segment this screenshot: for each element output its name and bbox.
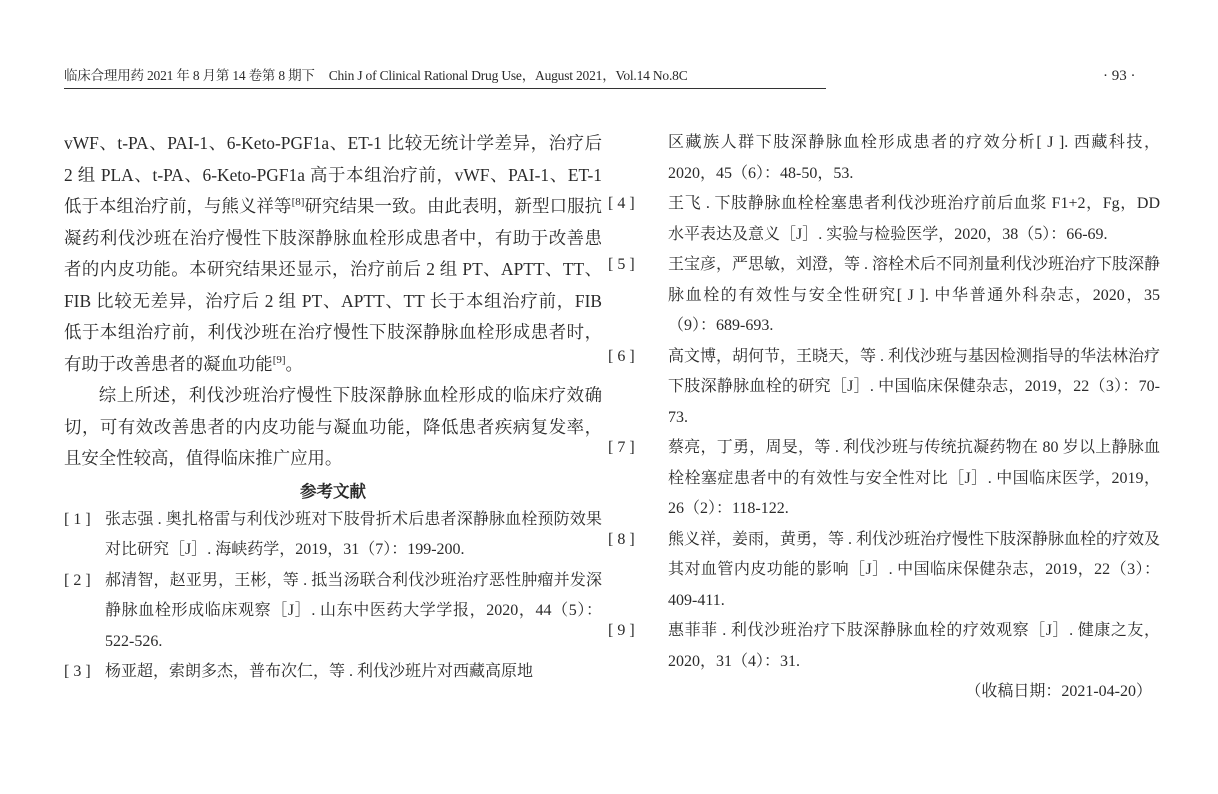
reference-number: [ 4 ]: [608, 195, 635, 212]
journal-title-cn: 临床合理用药 2021 年 8 月第 14 卷第 8 期下: [64, 68, 315, 83]
reference-item-continued: 区藏族人群下肢深静脉血栓形成患者的疗效分析[ J ]. 西藏科技，2020，45（6）：48-50，53.: [668, 134, 1160, 182]
reference-number: [ 1 ]: [64, 510, 91, 528]
reference-number: [ 5 ]: [608, 256, 635, 273]
references-heading: 参考文献: [300, 481, 366, 501]
reference-number: [ 8 ]: [608, 530, 635, 548]
reference-item: [ 4 ] 王飞 . 下肢静脉血栓栓塞患者利伐沙班治疗前后血浆 F1+2，Fg，DD 水平表达及意义［J］. 实验与检验医学，2020，38（5）：66-69.: [640, 189, 1160, 250]
reference-number: [ 9 ]: [608, 622, 635, 639]
reference-item: [ 8 ] 熊义祥，姜雨，黄勇，等 . 利伐沙班治疗慢性下肢深静脉血栓的疗效及其对血管内皮功能的影响［J］. 中国临床保健杂志，2019，22（3）：409-411.: [640, 525, 1160, 617]
reference-number: [ 6 ]: [608, 347, 635, 365]
citation-8[interactable]: [8]: [291, 196, 305, 208]
page-number: · 93 ·: [1103, 68, 1136, 84]
reference-item: [ 6 ] 高文博，胡何节，王晓天，等 . 利伐沙班与基因检测指导的华法林治疗下肢深静脉血栓的研究［J］. 中国临床保健杂志，2019，22（3）：70-73.: [640, 342, 1160, 434]
citation-9[interactable]: [9]: [272, 353, 286, 366]
right-column: [608, 128, 1161, 707]
reference-item: [ 3 ] 杨亚超，索朗多杰，普布次仁，等 . 利伐沙班片对西藏高原地: [64, 657, 602, 688]
reference-item: [ 2 ] 郝清智，赵亚男，王彬，等 . 抵当汤联合利伐沙班治疗恶性肿瘤并发深静脉血栓形成临床观察［J］. 山东中医药大学学报，2020，44（5）：522-526.: [64, 566, 602, 658]
running-header: [64, 64, 826, 89]
body-paragraph-2: 综上所述，利伐沙班治疗慢性下肢深静脉血栓形成的临床疗效确切，可有效改善患者的内皮功能与凝血功能，降低患者疾病复发率，且安全性较高，值得临床推广应用。: [64, 385, 602, 468]
reference-item: [ 9 ] 惠菲菲 . 利伐沙班治疗下肢深静脉血栓的疗效观察［J］. 健康之友，2020，31（4）：31.: [640, 616, 1160, 677]
reference-number: [ 7 ]: [608, 439, 635, 456]
received-date: （收稿日期：2021-04-20）: [965, 683, 1152, 700]
reference-item: [ 5 ] 王宝彦，严思敏，刘澄，等 . 溶栓术后不同剂量利伐沙班治疗下肢深静脉血栓的有效性与安全性研究[ J ]. 中华普通外科杂志，2020，35（9）：689-693.: [640, 250, 1160, 342]
reference-item: [ 7 ] 蔡亮，丁勇，周旻，等 . 利伐沙班与传统抗凝药物在 80 岁以上静脉血栓栓塞症患者中的有效性与安全性对比［J］. 中国临床医学，2019，26（2）：118-122.: [640, 433, 1160, 525]
reference-number: [ 2 ]: [64, 571, 91, 589]
body-paragraph-1: vWF、t-PA、PAI-1、6-Keto-PGF1a、ET-1 比较无统计学差异，治疗后 2 组 PLA、t-PA、6-Keto-PGF1a 高于本组治疗前，vWF、PAI-1、ET-1 低于本组治疗前，与熊义祥等[8]研究结果一致。由此表明，新型口服抗凝药利伐沙班在治疗慢性下肢深静脉血栓形成患者中，有助于改善患者的内皮功能。本研究结果还显示，治疗前后 2 组 PT、APTT、TT、FIB 比较无差异，治疗后 2 组 PT、APTT、TT 长于本组治疗前，FIB 低于本组治疗前，利伐沙班在治疗慢性下肢深静脉血栓形成患者时，有助于改善患者的凝血功能[9]。: [64, 133, 602, 374]
left-column: [64, 128, 602, 688]
reference-number: [ 3 ]: [64, 663, 91, 680]
reference-item: [ 1 ] 张志强 . 奥扎格雷与利伐沙班对下肢骨折术后患者深静脉血栓预防效果对比研究［J］. 海峡药学，2019，31（7）：199-200.: [64, 505, 602, 566]
journal-title-en: Chin J of Clinical Rational Drug Use，August 2021，Vol.14 No.8C: [328, 68, 688, 83]
